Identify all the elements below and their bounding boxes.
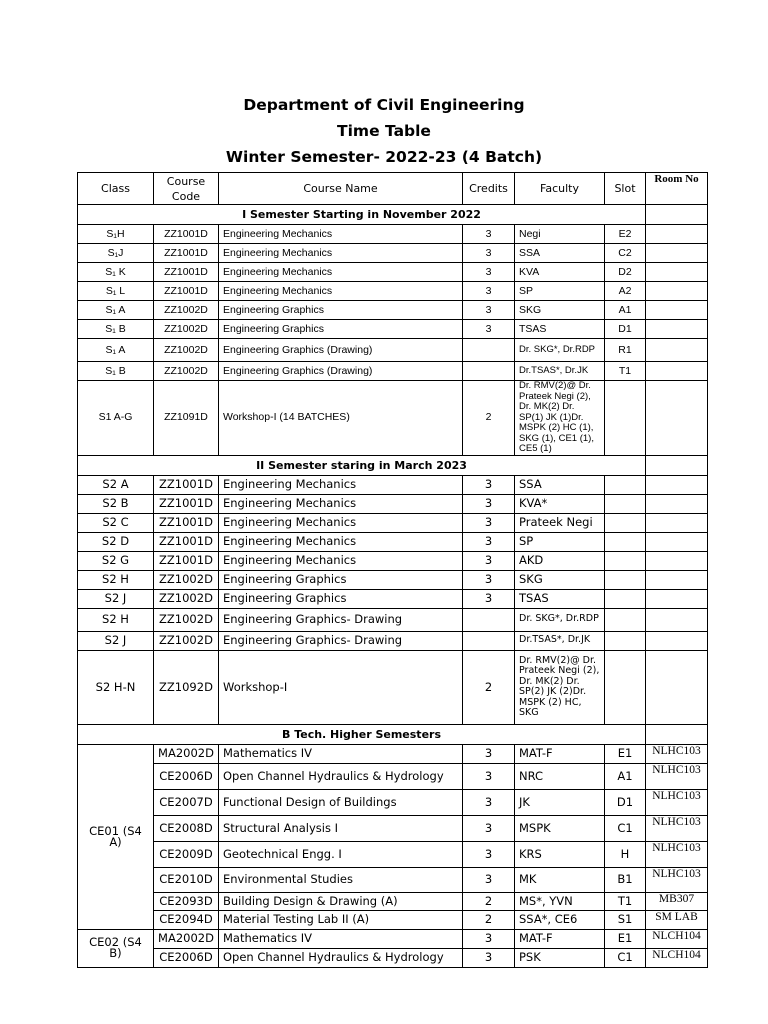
slot-cell: C2 <box>605 244 646 263</box>
course-code-cell: MA2002D <box>154 929 219 948</box>
table-row <box>78 815 708 841</box>
slot-cell <box>605 608 646 631</box>
faculty-cell: SP <box>515 532 605 551</box>
slot-cell: D1 <box>605 320 646 339</box>
credits-cell: 2 <box>463 650 515 724</box>
table-row <box>78 892 708 910</box>
class-cell: S1 A-G <box>78 381 154 456</box>
timetable-title: Time Table <box>337 122 431 140</box>
course-code-cell: ZZ1001D <box>154 551 219 570</box>
room-cell: NLCH104 <box>646 948 708 967</box>
course-code-cell: CE2006D <box>154 948 219 967</box>
room-cell: MB307 <box>646 892 708 910</box>
faculty-cell: KRS <box>515 841 605 867</box>
table-row <box>78 263 708 282</box>
room-cell <box>646 608 708 631</box>
class-cell: S2 H <box>78 608 154 631</box>
table-row <box>78 381 708 456</box>
credits-cell: 3 <box>463 494 515 513</box>
slot-cell: B1 <box>605 867 646 892</box>
table-row <box>78 589 708 608</box>
room-cell <box>646 551 708 570</box>
credits-cell: 3 <box>463 475 515 494</box>
table-row <box>78 320 708 339</box>
course-name-cell: Material Testing Lab II (A) <box>219 910 463 929</box>
code-header: Course Code <box>154 173 219 205</box>
table-row <box>78 494 708 513</box>
slot-cell: E1 <box>605 744 646 763</box>
course-code-cell: ZZ1002D <box>154 339 219 362</box>
credits-cell: 3 <box>463 929 515 948</box>
course-code-cell: ZZ1002D <box>154 362 219 381</box>
credits-cell: 3 <box>463 763 515 789</box>
slot-cell <box>605 650 646 724</box>
credits-cell: 3 <box>463 815 515 841</box>
section-row <box>78 724 708 744</box>
room-cell <box>646 589 708 608</box>
course-code-cell: ZZ1091D <box>154 381 219 456</box>
course-name-cell: Engineering Mechanics <box>219 532 463 551</box>
course-name-cell: Engineering Mechanics <box>219 244 463 263</box>
table-row <box>78 282 708 301</box>
faculty-cell: KVA <box>515 263 605 282</box>
credits-cell: 3 <box>463 948 515 967</box>
class-cell: S₁ L <box>78 282 154 301</box>
room-cell <box>646 631 708 650</box>
course-name-cell: Engineering Mechanics <box>219 263 463 282</box>
slot-cell: T1 <box>605 362 646 381</box>
course-name-cell: Engineering Mechanics <box>219 225 463 244</box>
faculty-cell: Prateek Negi <box>515 513 605 532</box>
course-code-cell: MA2002D <box>154 744 219 763</box>
course-code-cell: ZZ1001D <box>154 263 219 282</box>
course-name-cell: Engineering Mechanics <box>219 475 463 494</box>
course-name-cell: Structural Analysis I <box>219 815 463 841</box>
course-code-cell: ZZ1001D <box>154 225 219 244</box>
room-cell: SM LAB <box>646 910 708 929</box>
table-row <box>78 301 708 320</box>
room-cell <box>646 475 708 494</box>
faculty-cell: TSAS <box>515 589 605 608</box>
slot-cell: E1 <box>605 929 646 948</box>
course-code-cell: CE2009D <box>154 841 219 867</box>
class-cell: S₁ A <box>78 301 154 320</box>
slot-cell: S1 <box>605 910 646 929</box>
header-row <box>78 173 708 205</box>
table-row <box>78 763 708 789</box>
course-code-cell: CE2007D <box>154 789 219 815</box>
faculty-cell: SKG <box>515 301 605 320</box>
slot-cell: D2 <box>605 263 646 282</box>
course-code-cell: ZZ1001D <box>154 494 219 513</box>
credits-cell: 3 <box>463 551 515 570</box>
faculty-cell: SSA <box>515 244 605 263</box>
section-room-cell <box>646 455 708 475</box>
credits-cell: 3 <box>463 225 515 244</box>
credits-cell: 3 <box>463 513 515 532</box>
room-cell: NLHC103 <box>646 744 708 763</box>
timetable <box>77 172 708 968</box>
table-row <box>78 948 708 967</box>
credits-cell: 3 <box>463 841 515 867</box>
faculty-cell: Negi <box>515 225 605 244</box>
table-row <box>78 631 708 650</box>
faculty-cell: SSA*, CE6 <box>515 910 605 929</box>
class-cell: S₁ A <box>78 339 154 362</box>
credits-cell: 3 <box>463 589 515 608</box>
table-row <box>78 570 708 589</box>
credits-cell <box>463 362 515 381</box>
table-row <box>78 551 708 570</box>
faculty-cell: Dr. SKG*, Dr.RDP <box>515 608 605 631</box>
course-name-cell: Engineering Graphics <box>219 301 463 320</box>
course-name-cell: Open Channel Hydraulics & Hydrology <box>219 948 463 967</box>
course-name-cell: Engineering Graphics <box>219 589 463 608</box>
class-cell: S2 H-N <box>78 650 154 724</box>
credits-cell: 3 <box>463 867 515 892</box>
faculty-cell: PSK <box>515 948 605 967</box>
faculty-cell: MAT-F <box>515 929 605 948</box>
table-row <box>78 532 708 551</box>
faculty-cell: JK <box>515 789 605 815</box>
room-cell <box>646 225 708 244</box>
room-cell <box>646 320 708 339</box>
course-code-cell: CE2008D <box>154 815 219 841</box>
course-code-cell: CE2093D <box>154 892 219 910</box>
credits-cell: 3 <box>463 570 515 589</box>
course-name-cell: Engineering Graphics- Drawing <box>219 631 463 650</box>
faculty-cell: SKG <box>515 570 605 589</box>
table-row <box>78 841 708 867</box>
class-cell: S2 G <box>78 551 154 570</box>
slot-cell: H <box>605 841 646 867</box>
credits-cell: 2 <box>463 910 515 929</box>
course-code-cell: ZZ1001D <box>154 282 219 301</box>
class-cell: S₁J <box>78 244 154 263</box>
slot-cell <box>605 570 646 589</box>
table-row <box>78 789 708 815</box>
course-code-cell: CE2006D <box>154 763 219 789</box>
room-cell <box>646 339 708 362</box>
course-name-cell: Geotechnical Engg. I <box>219 841 463 867</box>
slot-cell: C1 <box>605 948 646 967</box>
credits-cell <box>463 631 515 650</box>
course-name-cell: Building Design & Drawing (A) <box>219 892 463 910</box>
course-name-cell: Engineering Graphics <box>219 570 463 589</box>
room-cell <box>646 282 708 301</box>
course-name-cell: Engineering Graphics (Drawing) <box>219 339 463 362</box>
course-name-cell: Engineering Graphics (Drawing) <box>219 362 463 381</box>
course-code-cell: ZZ1002D <box>154 631 219 650</box>
course-code-cell: ZZ1001D <box>154 513 219 532</box>
section-title: B Tech. Higher Semesters <box>78 724 646 744</box>
course-name-cell: Engineering Graphics <box>219 320 463 339</box>
class-cell: S₁ B <box>78 320 154 339</box>
slot-cell <box>605 513 646 532</box>
section-title: I Semester Starting in November 2022 <box>78 205 646 225</box>
course-name-cell: Mathematics IV <box>219 744 463 763</box>
course-name-cell: Engineering Graphics- Drawing <box>219 608 463 631</box>
course-name-cell: Engineering Mechanics <box>219 513 463 532</box>
class-cell: S2 B <box>78 494 154 513</box>
section-room-cell <box>646 724 708 744</box>
credits-cell: 3 <box>463 282 515 301</box>
room-cell: NLHC103 <box>646 789 708 815</box>
faculty-cell: SP <box>515 282 605 301</box>
course-code-cell: ZZ1001D <box>154 532 219 551</box>
room-cell: NLHC103 <box>646 867 708 892</box>
table-row <box>78 513 708 532</box>
faculty-cell: MAT-F <box>515 744 605 763</box>
class-cell: S₁ B <box>78 362 154 381</box>
class-cell: S2 A <box>78 475 154 494</box>
course-code-cell: ZZ1002D <box>154 570 219 589</box>
room-cell: NLHC103 <box>646 815 708 841</box>
faculty-cell: KVA* <box>515 494 605 513</box>
course-name-cell: Mathematics IV <box>219 929 463 948</box>
slot-cell <box>605 381 646 456</box>
table-row <box>78 475 708 494</box>
credits-cell: 2 <box>463 892 515 910</box>
faculty-cell: Dr. RMV(2)@ Dr. Prateek Negi (2), Dr. MK(2) Dr. SP(2) JK (2)Dr. MSPK (2) HC, SKG <box>515 650 605 724</box>
faculty-cell: MSPK <box>515 815 605 841</box>
faculty-header: Faculty <box>515 173 605 205</box>
course-code-cell: ZZ1002D <box>154 320 219 339</box>
slot-cell: T1 <box>605 892 646 910</box>
slot-cell: E2 <box>605 225 646 244</box>
faculty-cell: MK <box>515 867 605 892</box>
course-code-cell: ZZ1002D <box>154 301 219 320</box>
credits-cell: 3 <box>463 789 515 815</box>
table-row <box>78 650 708 724</box>
class-group-cell: CE01 (S4 A) <box>78 744 154 929</box>
slot-cell: A1 <box>605 301 646 320</box>
table-row <box>78 339 708 362</box>
course-code-cell: ZZ1001D <box>154 244 219 263</box>
class-cell: S₁H <box>78 225 154 244</box>
semester-title: Winter Semester- 2022-23 (4 Batch) <box>225 148 543 166</box>
course-name-cell: Functional Design of Buildings <box>219 789 463 815</box>
room-cell <box>646 362 708 381</box>
slot-cell <box>605 589 646 608</box>
room-cell <box>646 570 708 589</box>
slot-header: Slot <box>605 173 646 205</box>
room-header: Room No <box>646 173 708 205</box>
class-cell: S2 J <box>78 631 154 650</box>
credits-cell: 3 <box>463 244 515 263</box>
class-group-cell: CE02 (S4 B) <box>78 929 154 967</box>
slot-cell: C1 <box>605 815 646 841</box>
room-cell <box>646 513 708 532</box>
room-cell: NLHC103 <box>646 841 708 867</box>
room-cell <box>646 301 708 320</box>
course-code-cell: ZZ1001D <box>154 475 219 494</box>
credits-header: Credits <box>463 173 515 205</box>
course-name-cell: Environmental Studies <box>219 867 463 892</box>
department-title: Department of Civil Engineering <box>243 96 525 114</box>
room-cell <box>646 494 708 513</box>
course-name-cell: Workshop-I (14 BATCHES) <box>219 381 463 456</box>
credits-cell: 3 <box>463 320 515 339</box>
slot-cell: A2 <box>605 282 646 301</box>
faculty-cell: Dr.TSAS*, Dr.JK <box>515 362 605 381</box>
faculty-cell: AKD <box>515 551 605 570</box>
room-cell: NLCH104 <box>646 929 708 948</box>
section-row <box>78 205 708 225</box>
credits-cell: 3 <box>463 263 515 282</box>
section-row <box>78 455 708 475</box>
class-cell: S2 J <box>78 589 154 608</box>
table-row <box>78 362 708 381</box>
class-cell: S2 C <box>78 513 154 532</box>
slot-cell: D1 <box>605 789 646 815</box>
slot-cell <box>605 494 646 513</box>
course-name-cell: Engineering Mechanics <box>219 551 463 570</box>
faculty-cell: TSAS <box>515 320 605 339</box>
course-name-cell: Engineering Mechanics <box>219 494 463 513</box>
slot-cell: A1 <box>605 763 646 789</box>
class-cell: S2 H <box>78 570 154 589</box>
course-name-cell: Engineering Mechanics <box>219 282 463 301</box>
credits-cell: 3 <box>463 301 515 320</box>
faculty-cell: Dr. RMV(2)@ Dr. Prateek Negi (2), Dr. MK(2) Dr. SP(1) JK (1)Dr. MSPK (2) HC (1), SKG (1), CE1 (1), CE5 (1) <box>515 381 605 456</box>
course-code-cell: CE2094D <box>154 910 219 929</box>
slot-cell <box>605 551 646 570</box>
class-header: Class <box>78 173 154 205</box>
course-code-cell: ZZ1002D <box>154 589 219 608</box>
course-code-cell: CE2010D <box>154 867 219 892</box>
credits-cell <box>463 608 515 631</box>
room-cell <box>646 381 708 456</box>
credits-cell: 3 <box>463 532 515 551</box>
faculty-cell: Dr.TSAS*, Dr.JK <box>515 631 605 650</box>
slot-cell <box>605 475 646 494</box>
slot-cell: R1 <box>605 339 646 362</box>
credits-cell: 2 <box>463 381 515 456</box>
faculty-cell: SSA <box>515 475 605 494</box>
table-row <box>78 744 708 763</box>
slot-cell <box>605 532 646 551</box>
table-row <box>78 929 708 948</box>
faculty-cell: MS*, YVN <box>515 892 605 910</box>
table-row <box>78 867 708 892</box>
table-row <box>78 244 708 263</box>
faculty-cell: Dr. SKG*, Dr.RDP <box>515 339 605 362</box>
course-code-cell: ZZ1092D <box>154 650 219 724</box>
room-cell: NLHC103 <box>646 763 708 789</box>
room-cell <box>646 263 708 282</box>
course-name-cell: Open Channel Hydraulics & Hydrology <box>219 763 463 789</box>
course-name-cell: Workshop-I <box>219 650 463 724</box>
table-row <box>78 608 708 631</box>
faculty-cell: NRC <box>515 763 605 789</box>
room-cell <box>646 532 708 551</box>
section-room-cell <box>646 205 708 225</box>
room-cell <box>646 244 708 263</box>
credits-cell <box>463 339 515 362</box>
table-row <box>78 225 708 244</box>
class-cell: S2 D <box>78 532 154 551</box>
room-cell <box>646 650 708 724</box>
class-cell: S₁ K <box>78 263 154 282</box>
course-code-cell: ZZ1002D <box>154 608 219 631</box>
name-header: Course Name <box>219 173 463 205</box>
slot-cell <box>605 631 646 650</box>
credits-cell: 3 <box>463 744 515 763</box>
table-row <box>78 910 708 929</box>
section-title: II Semester staring in March 2023 <box>78 455 646 475</box>
